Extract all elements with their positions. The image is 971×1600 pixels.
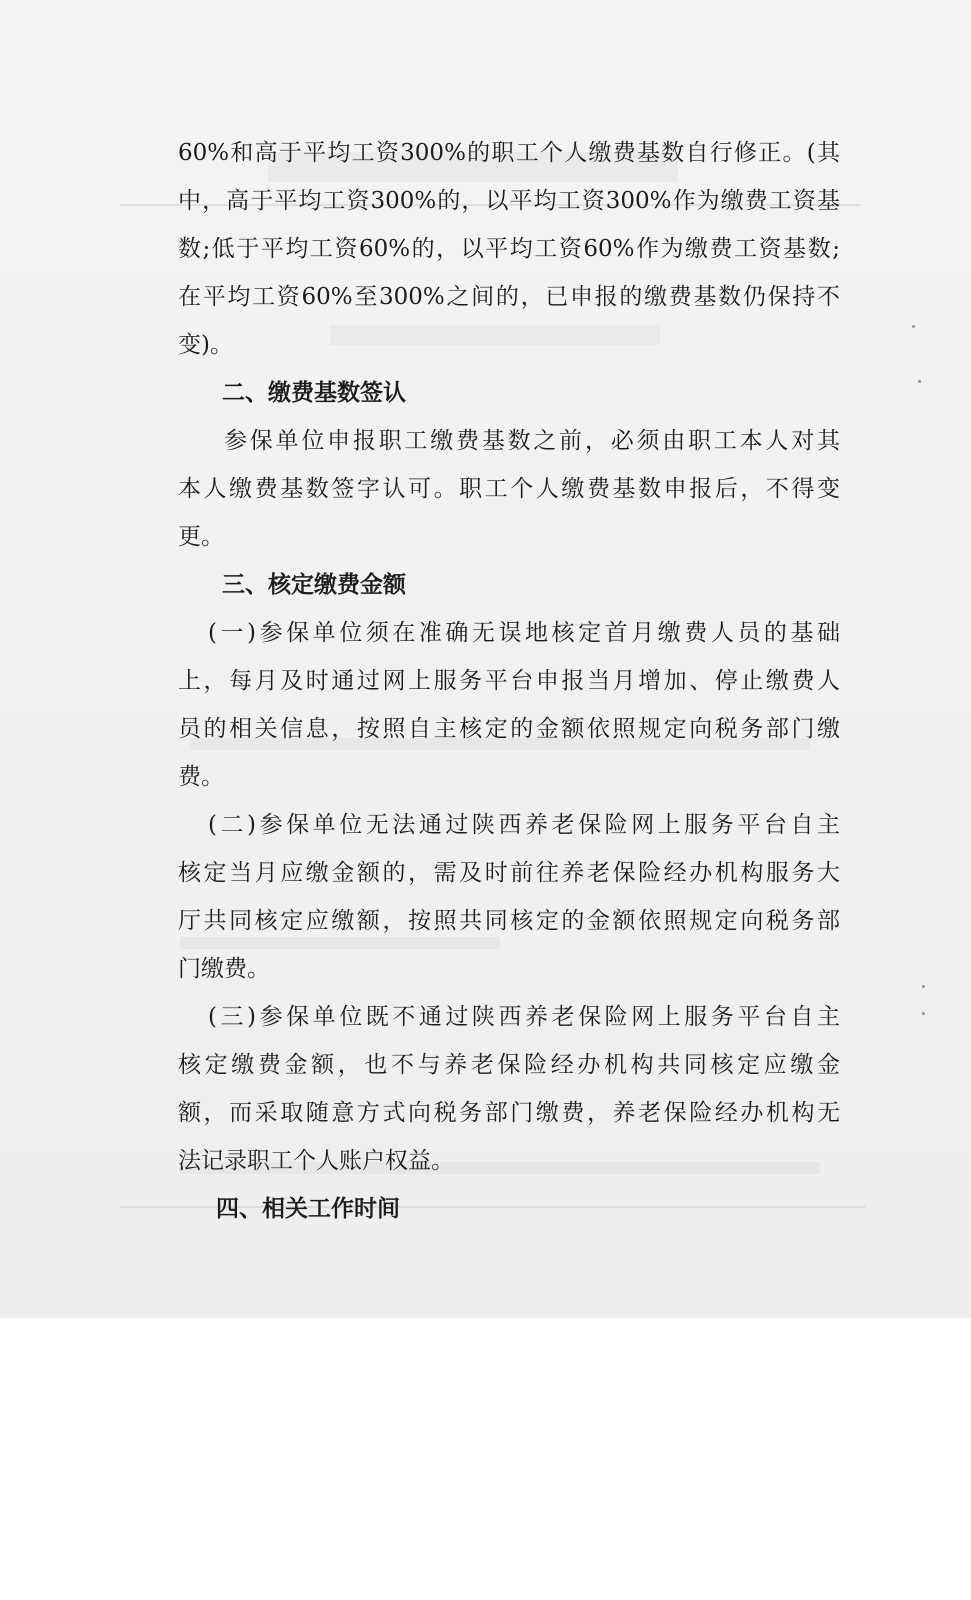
section-3-item-1 [178, 609, 840, 801]
section-3-item-2 [178, 801, 840, 993]
scan-speck [918, 380, 921, 383]
text-line: 60%和高于平均工资300%的职工个人缴费基数自行修正。(其 [178, 140, 840, 166]
text-line: (二)参保单位无法通过陕西养老保险网上服务平台自主 [208, 812, 840, 838]
text-line: 核定当月应缴金额的，需及时前往养老保险经办机构服务大 [178, 860, 840, 886]
section-heading-3: 三、核定缴费金额 [222, 572, 406, 598]
text-line: 更。 [178, 524, 224, 550]
section-2-paragraph [178, 417, 840, 561]
text-line: 在平均工资60%至300%之间的，已申报的缴费基数仍保持不 [178, 284, 840, 310]
text-line: 额，而采取随意方式向税务部门缴费，养老保险经办机构无 [178, 1100, 840, 1126]
text-line: 法记录职工个人账户权益。 [178, 1148, 454, 1174]
scan-speck [922, 985, 925, 988]
text-line: 费。 [178, 764, 224, 790]
text-line: 数;低于平均工资60%的，以平均工资60%作为缴费工资基数; [178, 236, 840, 262]
text-line: (一)参保单位须在准确无误地核定首月缴费人员的基础 [208, 620, 840, 646]
text-line: 门缴费。 [178, 956, 270, 982]
text-line: 本人缴费基数签字认可。职工个人缴费基数申报后，不得变 [178, 476, 840, 502]
section-heading-4: 四、相关工作时间 [216, 1196, 400, 1222]
text-line: 中，高于平均工资300%的，以平均工资300%作为缴费工资基 [178, 188, 840, 214]
text-line: 变)。 [178, 332, 233, 358]
section-heading-2: 二、缴费基数签认 [222, 380, 406, 406]
text-line: 员的相关信息，按照自主核定的金额依照规定向税务部门缴 [178, 716, 840, 742]
document-body [178, 129, 840, 1233]
scan-speck [922, 1012, 925, 1015]
text-line: 核定缴费金额，也不与养老保险经办机构共同核定应缴金 [178, 1052, 840, 1078]
scan-speck [912, 325, 915, 328]
text-line: 上，每月及时通过网上服务平台申报当月增加、停止缴费人 [178, 668, 840, 694]
text-line: (三)参保单位既不通过陕西养老保险网上服务平台自主 [208, 1004, 840, 1030]
section-3-item-3 [178, 993, 840, 1185]
text-line: 参保单位申报职工缴费基数之前，必须由职工本人对其 [224, 428, 840, 454]
paragraph-continued [178, 129, 840, 369]
text-line: 厅共同核定应缴额，按照共同核定的金额依照规定向税务部 [178, 908, 840, 934]
